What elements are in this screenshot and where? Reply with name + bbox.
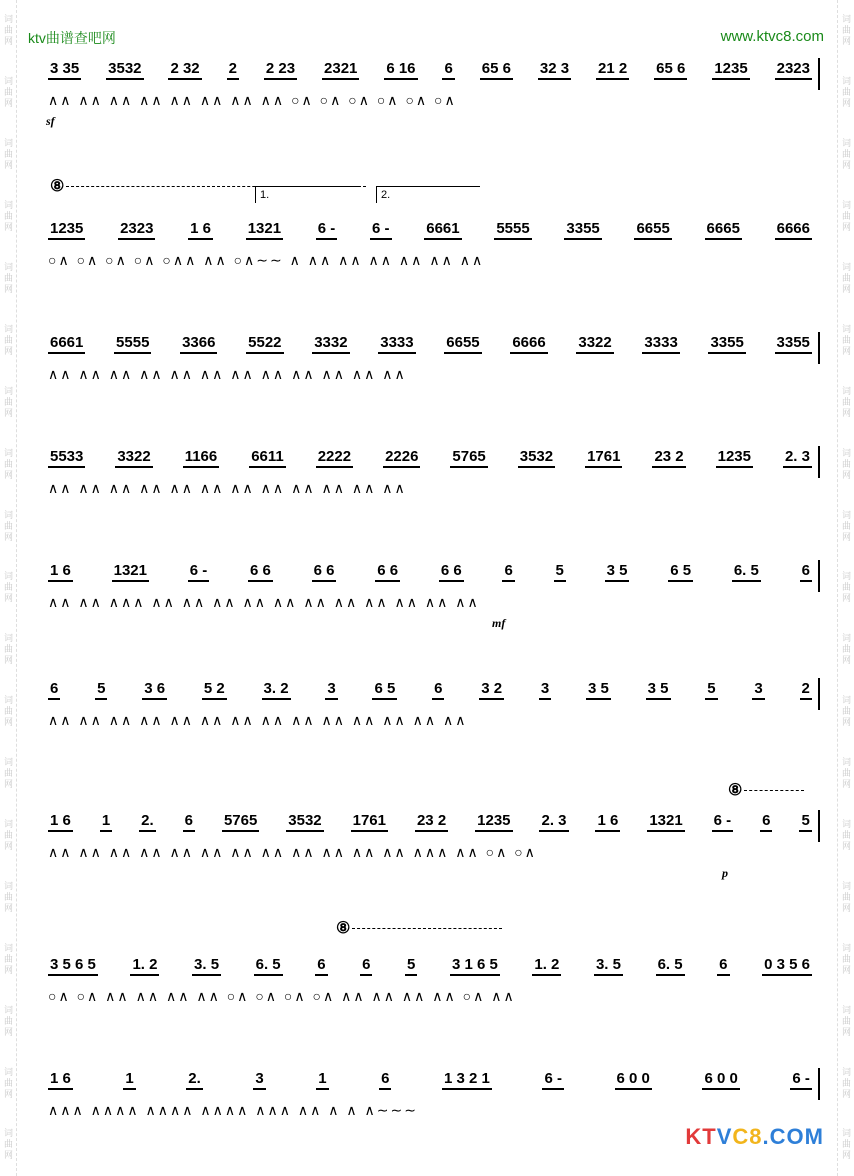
side-text: 词曲网 xyxy=(3,138,13,172)
logo-part: .COM xyxy=(762,1124,824,1149)
note-group: 1 xyxy=(123,1070,135,1090)
note-group: 3 5 xyxy=(646,680,671,700)
note-group: 5555 xyxy=(494,220,531,240)
ottava-line xyxy=(744,790,804,791)
note-group: 3532 xyxy=(106,60,143,80)
note-group: 1 xyxy=(316,1070,328,1090)
note-group: 2321 xyxy=(322,60,359,80)
note-group: 6 16 xyxy=(384,60,417,80)
side-text: 词曲网 xyxy=(3,509,13,543)
side-text: 词曲网 xyxy=(841,76,851,110)
side-text: 词曲网 xyxy=(841,509,851,543)
note-group: 1 3 2 1 xyxy=(442,1070,492,1090)
note-line xyxy=(48,956,812,976)
left-margin-strip xyxy=(0,0,17,1176)
side-text: 词曲网 xyxy=(3,633,13,667)
note-group: 23 2 xyxy=(652,448,685,468)
note-group: 2222 xyxy=(316,448,353,468)
side-text: 词曲网 xyxy=(841,447,851,481)
logo-part: C8 xyxy=(732,1124,763,1149)
side-text: 词曲网 xyxy=(841,757,851,791)
note-group: 2226 xyxy=(383,448,420,468)
note-group: 6666 xyxy=(510,334,547,354)
note-group: 5 2 xyxy=(202,680,227,700)
side-text: 词曲网 xyxy=(3,942,13,976)
final-barline xyxy=(818,1068,820,1100)
barline xyxy=(818,678,820,710)
note-group: 5765 xyxy=(450,448,487,468)
note-group: 1321 xyxy=(112,562,149,582)
note-group: 6 xyxy=(800,562,812,582)
note-group: 6 xyxy=(48,680,60,700)
side-text: 词曲网 xyxy=(841,880,851,914)
note-group: 6 xyxy=(315,956,327,976)
note-group: 3. 2 xyxy=(262,680,291,700)
note-group: 3532 xyxy=(518,448,555,468)
note-group: 6 6 xyxy=(248,562,273,582)
note-group: 1 6 xyxy=(595,812,620,832)
note-group: 6 xyxy=(183,812,195,832)
note-group: 3 5 xyxy=(605,562,630,582)
note-group: 32 3 xyxy=(538,60,571,80)
note-group: 6 xyxy=(502,562,514,582)
note-group: 6665 xyxy=(705,220,742,240)
note-group: 6 5 xyxy=(668,562,693,582)
note-group: 6 6 xyxy=(312,562,337,582)
note-group: 5522 xyxy=(246,334,283,354)
note-group: 2 xyxy=(800,680,812,700)
side-text: 词曲网 xyxy=(3,76,13,110)
note-group: 6661 xyxy=(424,220,461,240)
note-group: 3 xyxy=(253,1070,265,1090)
note-group: 2 23 xyxy=(264,60,297,80)
side-text: 词曲网 xyxy=(841,14,851,48)
note-group: 3 xyxy=(752,680,764,700)
stroke-marks: ∧∧ ∧∧ ∧∧ ∧∧ ∧∧ ∧∧ ∧∧ ∧∧ ∧∧ ∧∧ ∧∧ ∧∧ xyxy=(48,480,407,496)
note-group: 2 xyxy=(227,60,239,80)
note-group: 6. 5 xyxy=(656,956,685,976)
note-group: 6655 xyxy=(444,334,481,354)
side-text: 词曲网 xyxy=(841,819,851,853)
ottava-line xyxy=(352,928,502,929)
note-line xyxy=(48,220,812,240)
score-row xyxy=(40,1058,820,1130)
note-group: 5 xyxy=(405,956,417,976)
side-text: 词曲网 xyxy=(841,1066,851,1100)
note-group: 6. 5 xyxy=(254,956,283,976)
note-group: 6655 xyxy=(634,220,671,240)
stroke-marks: ○∧ ○∧ ○∧ ○∧ ○∧∧ ∧∧ ○∧∼∼ ∧ ∧∧ ∧∧ ∧∧ ∧∧ ∧∧ ∧∧ xyxy=(48,252,485,268)
note-group: 3 5 xyxy=(586,680,611,700)
note-group: 1321 xyxy=(246,220,283,240)
logo-part: V xyxy=(716,1124,733,1149)
note-group: 6 xyxy=(379,1070,391,1090)
note-group: 3532 xyxy=(286,812,323,832)
stroke-marks: ∧∧ ∧∧ ∧∧ ∧∧ ∧∧ ∧∧ ∧∧ ∧∧ ∧∧ ∧∧ ∧∧ ∧∧ xyxy=(48,366,407,382)
note-line xyxy=(48,812,812,832)
note-group: 1. 2 xyxy=(130,956,159,976)
note-group: 3322 xyxy=(115,448,152,468)
score-row xyxy=(40,668,820,740)
note-group: 3333 xyxy=(642,334,679,354)
note-group: 6 - xyxy=(542,1070,564,1090)
side-text: 词曲网 xyxy=(3,447,13,481)
rehearsal-mark-symbol: ⑧ xyxy=(336,920,351,937)
side-text: 词曲网 xyxy=(841,633,851,667)
note-group: 2 32 xyxy=(168,60,201,80)
side-text: 词曲网 xyxy=(3,571,13,605)
rehearsal-mark xyxy=(728,780,804,800)
note-group: 21 2 xyxy=(596,60,629,80)
note-group: 6 xyxy=(442,60,454,80)
note-group: 1761 xyxy=(351,812,388,832)
note-group: 3. 5 xyxy=(192,956,221,976)
side-text: 词曲网 xyxy=(841,1004,851,1038)
note-group: 1. 2 xyxy=(532,956,561,976)
note-line xyxy=(48,1070,812,1090)
side-text: 词曲网 xyxy=(3,385,13,419)
side-text: 词曲网 xyxy=(3,262,13,295)
stroke-marks: ∧∧ ∧∧ ∧∧∧ ∧∧ ∧∧ ∧∧ ∧∧ ∧∧ ∧∧ ∧∧ ∧∧ ∧∧ ∧∧ ∧∧ xyxy=(48,594,480,610)
side-text: 词曲网 xyxy=(3,757,13,791)
note-group: 6 xyxy=(760,812,772,832)
side-text: 词曲网 xyxy=(3,880,13,914)
note-group: 1 6 xyxy=(48,1070,73,1090)
side-text: 词曲网 xyxy=(3,819,13,853)
note-group: 3366 xyxy=(180,334,217,354)
note-group: 3 2 xyxy=(479,680,504,700)
right-margin-strip xyxy=(837,0,854,1176)
note-group: 6 - xyxy=(790,1070,812,1090)
note-group: 6 6 xyxy=(439,562,464,582)
side-text: 词曲网 xyxy=(841,323,851,357)
note-group: 5 xyxy=(705,680,717,700)
first-ending-bracket: 1. xyxy=(255,186,359,203)
note-group: 3322 xyxy=(576,334,613,354)
side-text: 词曲网 xyxy=(841,1128,851,1162)
side-text: 词曲网 xyxy=(841,200,851,234)
side-text: 词曲网 xyxy=(3,1004,13,1038)
note-group: 6 5 xyxy=(372,680,397,700)
side-text: 词曲网 xyxy=(3,1128,13,1162)
note-line xyxy=(48,60,812,80)
note-group: 1321 xyxy=(647,812,684,832)
note-group: 3333 xyxy=(378,334,415,354)
note-group: 6 - xyxy=(370,220,392,240)
note-group: 3332 xyxy=(312,334,349,354)
barline xyxy=(818,446,820,478)
note-group: 1 6 xyxy=(48,812,73,832)
note-line xyxy=(48,334,812,354)
note-group: 65 6 xyxy=(480,60,513,80)
score-row xyxy=(40,178,820,268)
note-line xyxy=(48,448,812,468)
second-ending-bracket: 2. xyxy=(376,186,480,203)
note-group: 6 - xyxy=(316,220,338,240)
note-group: 3355 xyxy=(564,220,601,240)
site-watermark-left: ktv曲谱查吧网 xyxy=(28,30,116,46)
stroke-marks: ○∧ ○∧ ∧∧ ∧∧ ∧∧ ∧∧ ○∧ ○∧ ○∧ ○∧ ∧∧ ∧∧ ∧∧ ∧∧ ○∧ ∧∧ xyxy=(48,988,516,1004)
note-group: 2. xyxy=(139,812,156,832)
note-group: 5555 xyxy=(114,334,151,354)
side-text: 词曲网 xyxy=(3,323,13,357)
score-row xyxy=(40,436,820,508)
side-text: 词曲网 xyxy=(841,942,851,976)
note-line xyxy=(48,562,812,582)
note-group: 6 xyxy=(432,680,444,700)
note-group: 1 6 xyxy=(48,562,73,582)
note-group: 6666 xyxy=(775,220,812,240)
site-watermark-right: www.ktvc8.com xyxy=(720,28,824,45)
rehearsal-mark-symbol: ⑧ xyxy=(50,178,65,195)
score-row xyxy=(40,48,820,128)
note-group: 1235 xyxy=(475,812,512,832)
note-group: 3 5 6 5 xyxy=(48,956,98,976)
score-row xyxy=(40,782,820,880)
note-group: 3 35 xyxy=(48,60,81,80)
rehearsal-mark xyxy=(336,918,502,938)
note-group: 6 6 xyxy=(375,562,400,582)
stroke-marks: ∧∧ ∧∧ ∧∧ ∧∧ ∧∧ ∧∧ ∧∧ ∧∧ ∧∧ ∧∧ ∧∧ ∧∧ ∧∧∧ ∧∧ ○∧ ○∧ xyxy=(48,844,537,860)
note-group: 5765 xyxy=(222,812,259,832)
note-group: 2323 xyxy=(775,60,812,80)
note-group: 3. 5 xyxy=(594,956,623,976)
note-group: 0 3 5 6 xyxy=(762,956,812,976)
barline xyxy=(818,810,820,842)
note-group: 6611 xyxy=(249,448,286,468)
note-group: 6 xyxy=(360,956,372,976)
note-group: 65 6 xyxy=(654,60,687,80)
note-group: 3 6 xyxy=(142,680,167,700)
score-row xyxy=(40,550,820,630)
note-group: 2323 xyxy=(118,220,155,240)
note-group: 1166 xyxy=(183,448,220,468)
note-group: 23 2 xyxy=(415,812,448,832)
note-group: 1761 xyxy=(585,448,622,468)
barline xyxy=(818,332,820,364)
note-group: 6661 xyxy=(48,334,85,354)
note-group: 1235 xyxy=(716,448,753,468)
note-group: 5 xyxy=(799,812,811,832)
logo-part: KT xyxy=(685,1124,717,1149)
side-text: 词曲网 xyxy=(3,14,13,48)
side-text: 词曲网 xyxy=(3,695,13,729)
note-group: 6 0 0 xyxy=(615,1070,652,1090)
side-text: 词曲网 xyxy=(841,571,851,605)
stroke-marks: ∧∧ ∧∧ ∧∧ ∧∧ ∧∧ ∧∧ ∧∧ ∧∧ ○∧ ○∧ ○∧ ○∧ ○∧ ○∧ xyxy=(48,92,457,108)
stroke-marks: ∧∧ ∧∧ ∧∧ ∧∧ ∧∧ ∧∧ ∧∧ ∧∧ ∧∧ ∧∧ ∧∧ ∧∧ ∧∧ ∧∧ xyxy=(48,712,468,728)
note-group: 6 - xyxy=(712,812,734,832)
note-group: 3 xyxy=(325,680,337,700)
note-group: 6. 5 xyxy=(732,562,761,582)
dynamic-marking: p xyxy=(722,866,728,880)
side-text: 词曲网 xyxy=(841,385,851,419)
note-group: 6 xyxy=(717,956,729,976)
dynamic-marking: sf xyxy=(46,114,55,128)
barline xyxy=(818,560,820,592)
note-group: 5 xyxy=(554,562,566,582)
score-row xyxy=(40,322,820,394)
note-group: 5533 xyxy=(48,448,85,468)
note-line xyxy=(48,680,812,700)
note-group: 6 - xyxy=(188,562,210,582)
note-group: 1235 xyxy=(712,60,749,80)
side-text: 词曲网 xyxy=(3,200,13,234)
note-group: 3 xyxy=(539,680,551,700)
side-text: 词曲网 xyxy=(841,695,851,729)
note-group: 3355 xyxy=(775,334,812,354)
note-group: 3 1 6 5 xyxy=(450,956,500,976)
note-group: 1 6 xyxy=(188,220,213,240)
note-group: 2. 3 xyxy=(539,812,568,832)
note-group: 2. 3 xyxy=(783,448,812,468)
note-group: 6 0 0 xyxy=(702,1070,739,1090)
side-text: 词曲网 xyxy=(841,138,851,172)
note-group: 3355 xyxy=(708,334,745,354)
rehearsal-mark-symbol: ⑧ xyxy=(728,782,743,799)
barline xyxy=(818,58,820,90)
note-group: 1235 xyxy=(48,220,85,240)
stroke-marks: ∧∧∧ ∧∧∧∧ ∧∧∧∧ ∧∧∧∧ ∧∧∧ ∧∧ ∧ ∧ ∧∼∼∼ xyxy=(48,1102,418,1118)
score-row xyxy=(40,920,820,1004)
note-group: 2. xyxy=(186,1070,203,1090)
note-group: 1 xyxy=(100,812,112,832)
dynamic-marking: mf xyxy=(492,616,506,630)
note-group: 5 xyxy=(95,680,107,700)
side-text: 词曲网 xyxy=(3,1066,13,1100)
side-text: 词曲网 xyxy=(841,262,851,295)
